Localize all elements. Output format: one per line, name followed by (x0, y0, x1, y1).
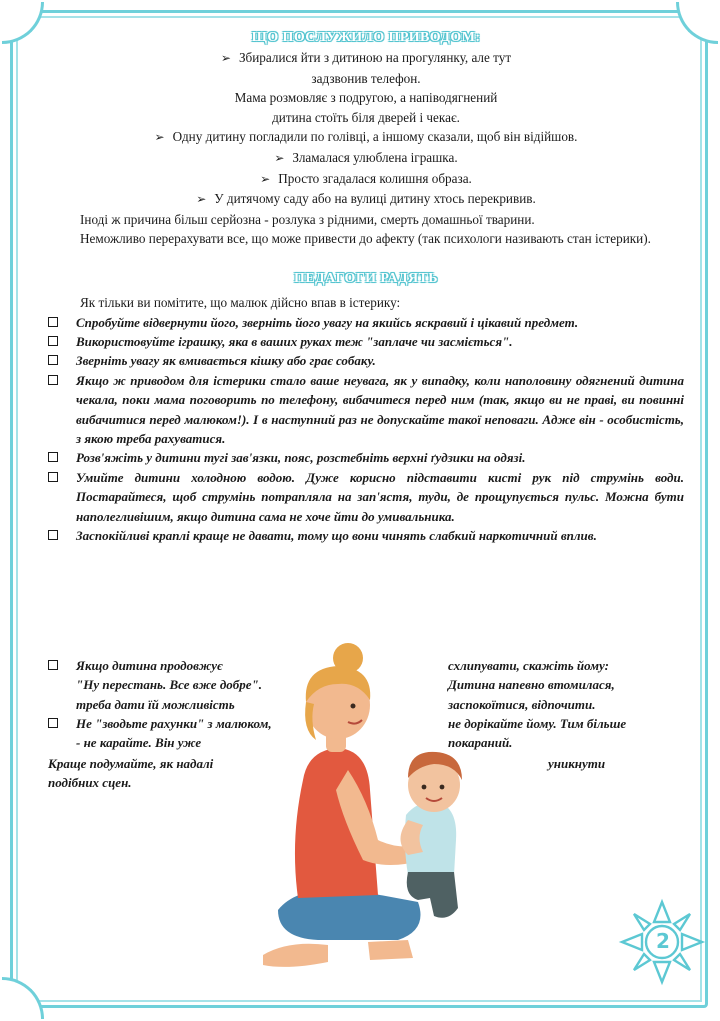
page-number: 2 (656, 929, 670, 953)
advice-item: Зверніть увагу як вмивається кішку або грає собаку. (48, 351, 684, 370)
advice-text-right: Дитина напевно втомилася, (448, 677, 615, 693)
advice-text-left: Не "зводьте рахунки" з малюком, (76, 716, 272, 731)
checkbox-icon (48, 718, 58, 728)
reason-item: Мама розмовляє з подругою, а напіводягнений (234, 90, 498, 106)
advice-text-left: "Ну перестань. Все вже добре". (76, 677, 262, 693)
advice-intro: Як тільки ви помітите, що малюк дійсно впав в істерику: (80, 294, 401, 310)
advice-list (48, 313, 684, 546)
reasons-paragraph: Іноді ж причина більш серйозна - розлука з рідними, смерть домашньої тварини. (80, 211, 535, 227)
advice-text-right: заспокоїтися, відпочити. (448, 696, 596, 712)
advice-item: Розв'яжіть у дитини тугі зав'язки, пояс, розстебніть верхні ґудзики на одязі. (48, 448, 684, 467)
checkbox-icon (48, 452, 58, 462)
advice-text-right: покараний. (448, 735, 513, 751)
reason-item: ➢ Просто згадалася колишня образа. (260, 170, 472, 186)
content (48, 28, 684, 545)
reason-item-cont: задзвонив телефон. (311, 70, 421, 86)
arrow-bullet-icon: ➢ (260, 171, 271, 186)
reasons-paragraph: Неможливо перерахувати все, що може привести до афекту (так психологи називають стан істерики). (80, 231, 651, 247)
reason-item: ➢ У дитячому саду або на вулиці дитину хтось перекривив. (196, 191, 536, 207)
reason-item: ➢ Зламалася улюблена іграшка. (274, 149, 458, 165)
advice-item: Спробуйте відвернути його, зверніть його увагу на якийсь яскравий і цікавий предмет. (48, 313, 684, 332)
advice-text-right: не дорікайте йому. Тим більше (448, 716, 627, 731)
advice-text-left: подібних сцен. (48, 775, 132, 791)
arrow-bullet-icon: ➢ (274, 150, 285, 165)
advice-text-right: уникнути (548, 756, 606, 771)
advice-split-block (48, 656, 684, 794)
checkbox-icon (48, 660, 58, 670)
advice-text-left: - не карайте. Він уже (76, 735, 202, 751)
advice-item: Умийте дитини холодною водою. Дуже корисно підставити кисті рук під струмінь води. Постарайтеся, щоб струмінь потрапляла на зап'ястя, туди, де прощупується пульс. Можна бути наполегливішим, якщо дитина сама не хоче йти до умивальника. (48, 468, 684, 526)
checkbox-icon (48, 472, 58, 482)
checkbox-icon (48, 336, 58, 346)
reason-item-cont: дитина стоїть біля дверей і чекає. (272, 109, 460, 125)
section-heading-advice: ПЕДАГОГИ РАДЯТЬ (294, 270, 438, 286)
advice-item (48, 714, 684, 754)
section-heading-reasons: ЩО ПОСЛУЖИЛО ПРИВОДОМ: (251, 30, 481, 45)
reason-item: ➢ Збиралися йти з дитиною на прогулянку, але тут (220, 50, 512, 65)
arrow-bullet-icon: ➢ (196, 192, 207, 207)
arrow-bullet-icon: ➢ (154, 130, 165, 145)
advice-text-left: Краще подумайте, як надалі (48, 756, 214, 771)
advice-text-left: треба дати їй можливість (76, 696, 235, 712)
checkbox-icon (48, 530, 58, 540)
checkbox-icon (48, 317, 58, 327)
advice-text-right: схлипувати, скажіть йому: (448, 658, 609, 673)
advice-item (48, 656, 684, 714)
reason-item: ➢ Одну дитину погладили по голівці, а іншому сказали, щоб він відійшов. (154, 129, 578, 145)
checkbox-icon (48, 355, 58, 365)
advice-text-left: Якщо дитина продовжує (76, 658, 223, 673)
advice-item: Використовуйте іграшку, яка в ваших руках теж "заплаче чи засміється". (48, 332, 684, 351)
advice-final (48, 754, 684, 794)
advice-item: Якщо ж приводом для істерики стало ваше неувага, як у випадку, коли наполовину одягнений дитина чекала, поки мама поговорить по телефону, вибачитеся перед ним (так, якщо ви не праві, ви повинні вибачитися перед малюком!). І в наступний раз не допускайте такої неповаги. Адже він - особистість, з якою треба рахуватися. (48, 371, 684, 449)
arrow-bullet-icon: ➢ (220, 51, 231, 65)
advice-item: Заспокійливі краплі краще не давати, тому що вони чинять слабкий наркотичний вплив. (48, 526, 684, 545)
checkbox-icon (48, 375, 58, 385)
